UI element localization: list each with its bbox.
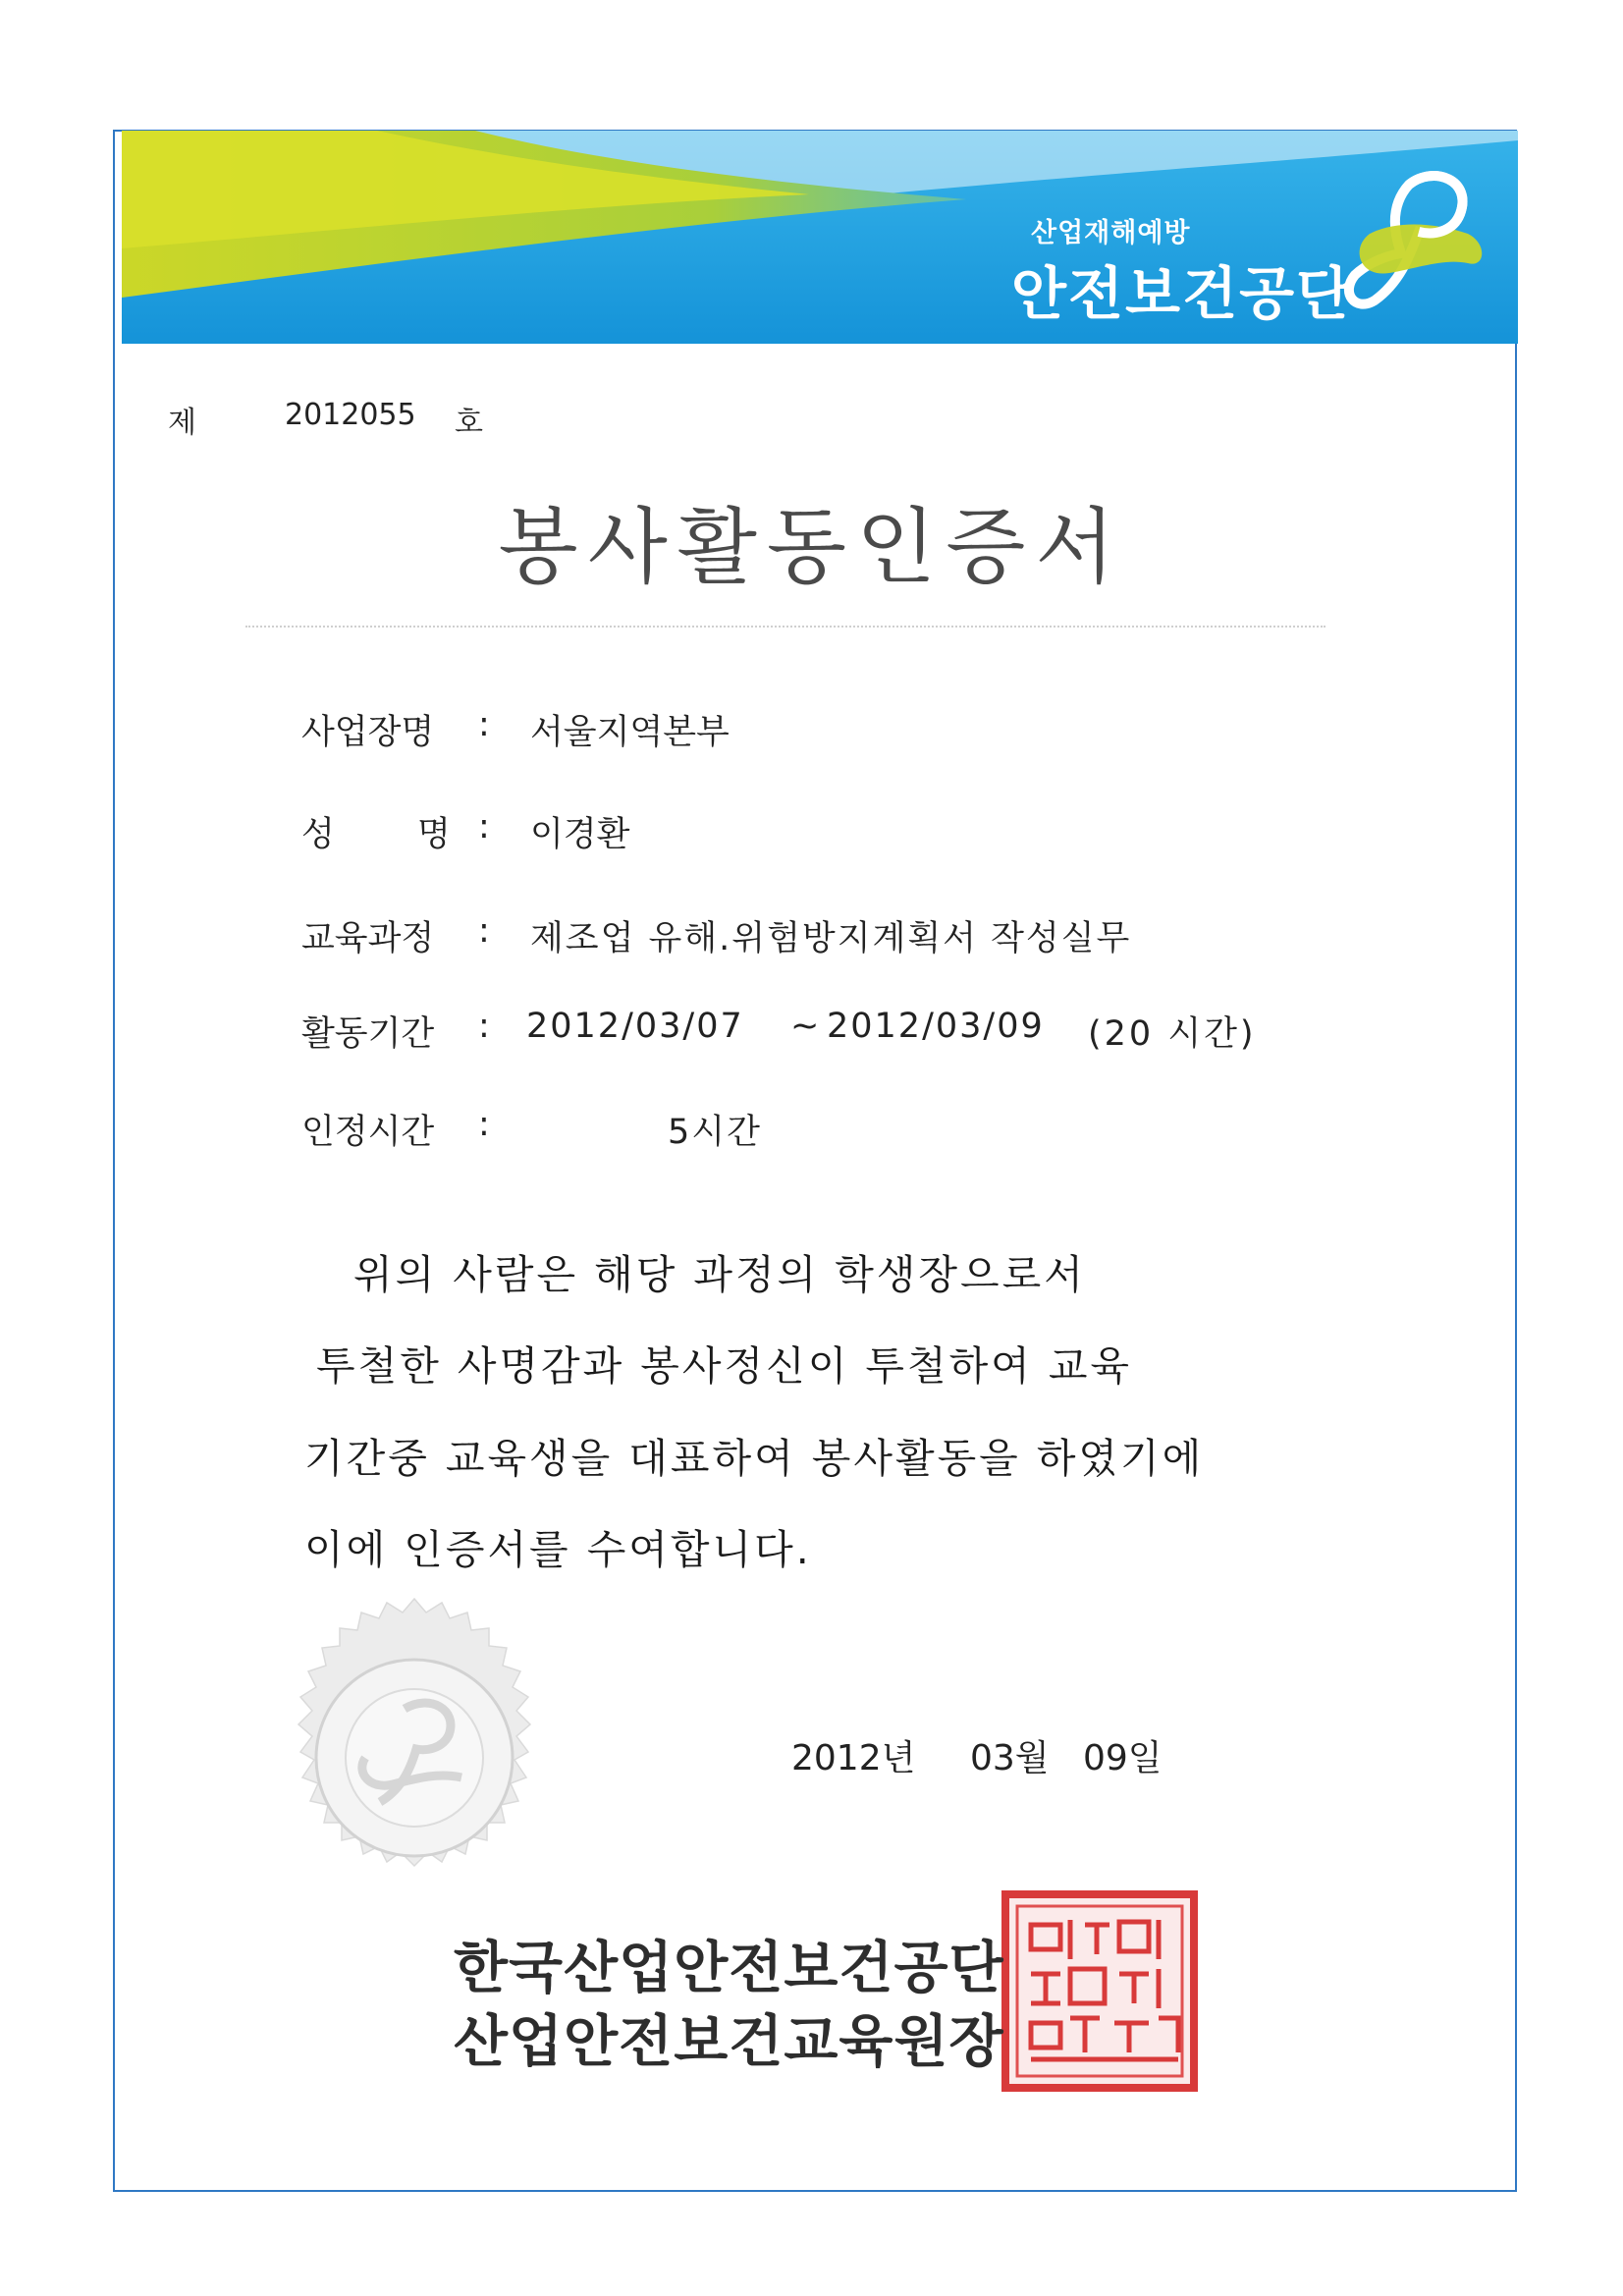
field-colon: :	[478, 705, 490, 744]
field-value-credited-hours: 5시간	[668, 1113, 762, 1152]
cert-number-prefix: 제	[168, 406, 196, 440]
body-line-2: 투철한 사명감과 봉사정신이 투철하여 교육	[316, 1342, 1133, 1390]
body-line-1: 위의 사람은 해당 과정의 학생장으로서	[353, 1251, 1086, 1298]
field-value-period-hours: (20 시간)	[1088, 1014, 1257, 1054]
certificate-title: 봉사활동인증서	[498, 499, 1125, 595]
field-label-name-part1: 성	[301, 815, 335, 854]
title-divider	[245, 626, 1325, 628]
field-value-name: 이경환	[530, 815, 630, 854]
field-colon: :	[478, 807, 490, 847]
body-line-3: 기간중 교육생을 대표하여 봉사활동을 하였기에	[304, 1435, 1205, 1482]
cert-number-suffix: 호	[455, 406, 483, 440]
issue-date-month: 03월	[970, 1738, 1050, 1778]
field-label-credited-hours: 인정시간	[301, 1113, 435, 1152]
cert-number: 2012055	[285, 398, 416, 432]
field-value-period-tilde: ~	[790, 1007, 820, 1046]
issue-date-year: 2012년	[791, 1738, 916, 1778]
kosha-emboss-seal-icon	[247, 1566, 581, 1904]
field-colon: :	[478, 1007, 490, 1046]
body-line-4: 이에 인증서를 수여합니다.	[304, 1526, 812, 1573]
official-red-seal-icon	[1001, 1890, 1198, 2096]
field-label-workplace: 사업장명	[301, 713, 435, 752]
field-value-course: 제조업 유해.위험방지계획서 작성실무	[530, 919, 1132, 958]
field-value-period-to: 2012/03/09	[827, 1007, 1045, 1046]
issuer-line-1: 한국산업안전보건공단	[454, 1936, 1004, 2000]
field-colon: :	[478, 1105, 490, 1144]
issue-date-day: 09일	[1083, 1738, 1163, 1778]
field-label-period: 활동기간	[301, 1014, 435, 1054]
field-colon: :	[478, 911, 490, 951]
org-tagline: 산업재해예방	[1031, 218, 1191, 248]
org-name: 안전보건공단	[1011, 260, 1354, 327]
field-value-workplace: 서울지역본부	[530, 713, 730, 752]
kosha-cross-icon	[1340, 165, 1488, 321]
issuer-line-2: 산업안전보건교육원장	[454, 2009, 1004, 2074]
field-label-name-part2: 명	[417, 815, 451, 854]
field-value-period-from: 2012/03/07	[526, 1007, 744, 1046]
field-label-course: 교육과정	[301, 919, 435, 958]
